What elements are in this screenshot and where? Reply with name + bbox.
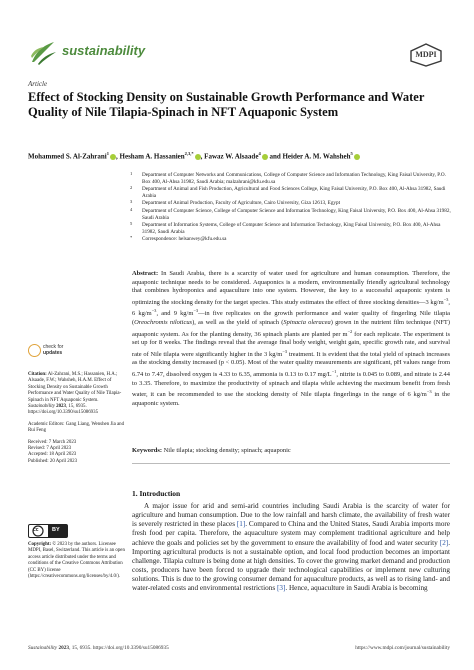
author-affiliation-sup: 4 (258, 151, 261, 156)
citation (28, 372, 126, 417)
abstract-text: , and 9 kg/m (156, 310, 194, 318)
species-name: Oreochromis niloticus (134, 319, 193, 327)
footer-journal: Sustainability (28, 645, 58, 651)
author-affiliation-sup: 2,3,* (184, 151, 194, 156)
superscript: −3 (193, 308, 199, 314)
footer-citation (28, 645, 169, 651)
journal-name[interactable]: sustainability (62, 43, 146, 58)
species-name: Spinacia oleracea (283, 319, 331, 327)
correspondence-text: Correspondence: helsanwey@kfu.edu.sa (142, 236, 227, 243)
reference-link[interactable]: [1] (236, 520, 246, 529)
abstract-text: , nitrite is 0.045 to 0.089, and nitrate is 2.44 to 3.35. Therefore, to maximize the productivity of spinach and tilapia while achieving the maximum benefit from fresh water, it can be recommended to use the stocking density of Nile tilapia fingerlings in the range of 6 kg/m (132, 371, 450, 399)
intro-text: . Hence, aquaculture in Saudi Arabia is becoming (285, 584, 428, 593)
author-list: Mohammed S. Al-Zahrani$^1$ , Hesham A. Hassanien$^{2,3,*}$ , Fawaz W. Alsaade$^4$ and Heider A. M. Wahsheh$^5$ (28, 149, 458, 161)
affiliation-item (130, 222, 455, 235)
affiliation-number: 3 (130, 199, 133, 205)
publisher-name: MDPI (415, 50, 437, 59)
abstract-label: Abstract: (132, 270, 159, 277)
copyright-notice (28, 542, 126, 580)
by-badge-label: BY (52, 527, 60, 533)
reference-link[interactable]: [3] (276, 584, 286, 593)
abstract-text: —in five replicates on the growth performance and water quality of fingerling Nile tilapia ( (132, 310, 450, 327)
abstract-text: In Saudi Arabia, there is a scarcity of water used for agriculture and human consumption. Therefore, the aquaponic technique needs to be considered. Aquaponics is a modern, environmentally friendly agricultural technology that combines hydroponics and aquaculture into one system. However, the key to a successful aquaponic system is optimizing the stocking density for the target species. This study estimates the effect of three stocking densities—3 kg/m (132, 270, 451, 306)
and-word: and (269, 152, 281, 161)
keywords (132, 447, 450, 456)
copyright-text: © 2023 by the authors. Licensee MDPI, Basel, Switzerland. This article is an open access article distributed under the terms and conditions of the Creative Commons Attribution (CC BY) license (https://creativecommons.org/licenses/by/4.0/). (28, 542, 125, 580)
affiliation-number: 5 (130, 221, 133, 227)
abstract-text: , 6 kg/m (132, 298, 450, 318)
correspondence-item (130, 236, 455, 243)
affiliation-text: Department of Information Systems, College of Computer Science and Information Technology, King Faisal University, P.O. Box 400, Al-Ahsa 31982, Saudi Arabia (142, 222, 441, 235)
abstract-text: ) grown in the nutrient film technique (NFT) aquaponic system. As for the planting density, 36 spinach plants are planted per m (132, 319, 450, 338)
author-affiliation-sup: 1 (106, 151, 110, 156)
footer-doi[interactable]: , 15, 6935. https://doi.org/10.3390/su15086935 (69, 645, 169, 651)
section-heading: 1. Introduction (132, 489, 181, 498)
affiliation-text: Department of Animal Production, Faculty of Agriculture, Cairo University, Giza 12613, Egypt (142, 200, 341, 207)
superscript: −3 (426, 389, 432, 395)
citation-journal: Sustainability (28, 404, 55, 410)
affiliation-number: 2 (130, 185, 133, 191)
author-name[interactable]: Fawaz W. Alsaade (204, 152, 259, 161)
intro-text: . Importing agricultural products is not a sustainable option, and local food production becomes an important challenge. Tilapia culture is being done at high densities. To cover the growing market demand and production costs, producers have been forced to upgrade their technological capabilities or implement new culturing solutions. This is due to the growing consumer demand for aquaculture products, as well as to rising land- and water-related costs and environmental restrictions (132, 538, 450, 593)
footer-url[interactable]: https://www.mdpi.com/journal/sustainability (355, 645, 450, 651)
footer-year: 2023 (58, 645, 70, 651)
check-for-updates[interactable] (43, 345, 63, 356)
superscript: −2 (347, 328, 353, 334)
journal-logo-icon (28, 38, 58, 66)
date-published: Published: 20 April 2023 (28, 458, 78, 464)
intro-text: . Compared to China and the United States, Saudi Arabia imports more fresh food per capita. Therefore, the aquaculture system may complement traditional agriculture and help achieve the goals and policies set by the government to ensure the availability of food and water security (132, 520, 450, 547)
abstract (132, 270, 450, 409)
author-affiliation-sup: 5 (350, 151, 353, 156)
article-info-sidebar (28, 372, 126, 465)
affiliation-number: 1 (130, 171, 133, 176)
superscript: −3 (282, 348, 288, 354)
citation-label: Citation: (28, 372, 47, 377)
divider (132, 463, 450, 464)
intro-text: A major issue for arid and semi-arid countries including Saudi Arabia is the scarcity of water for agriculture and human consumption. Due to the low rainfall and harsh climate, the availability of fresh water is severely restricted in these places (132, 502, 450, 529)
affiliation-number: * (130, 235, 133, 241)
cc-badge-label: cc (33, 527, 39, 533)
updates-line: check for (43, 344, 64, 350)
orcid-icon[interactable] (354, 154, 360, 160)
affiliation-number: 4 (130, 206, 133, 212)
author-name[interactable]: Hesham A. Hassanien (119, 152, 185, 161)
affiliation-item (130, 208, 455, 221)
orcid-icon[interactable] (110, 154, 116, 160)
article-type: Article (28, 80, 48, 88)
superscript: −1 (331, 369, 337, 375)
affiliation-text: Department of Animal and Fish Production, Agricultural and Food Sciences College, King Faisal University, P.O. Box 400, Al-Ahsa 31982, Saudi Arabia (142, 186, 446, 199)
check-for-updates-icon[interactable] (28, 344, 41, 357)
superscript: −3 (151, 308, 157, 314)
date-accepted: Accepted: 18 April 2023 (28, 452, 77, 458)
date-received: Received: 7 March 2023 (28, 439, 77, 445)
abstract-text: ), as well as the yield of spinach ( (192, 319, 284, 327)
abstract-text: for each replicate. The experiment is set up for 8 weeks. The findings reveal that the average final body weight, weight gain, specific growth rate, and survival rate of Nile tilapia were significantly higher in the 3 kg/m (132, 330, 450, 358)
citation-text: Al-Zahrani, M.S.; Hassanien, H.A.; Alsaade, F.W.; Wahsheh, H.A.M. Effect of Stocking Density on Sustainable Growth Performance and Water Quality of Nile Tilapia-Spinach in NFT Aquaponic System. (28, 372, 122, 403)
affiliation-item (130, 186, 455, 199)
date-revised: Revised: 7 April 2023 (28, 446, 72, 452)
citation-doi[interactable]: , 15, 6935. https://doi.org/10.3390/su15086935 (28, 404, 99, 416)
article-title: Effect of Stocking Density on Sustainable Growth Performance and Water Quality of Nile Tilapia-Spinach in NFT Aquaponic System (28, 90, 425, 119)
affiliation-text: Department of Computer Science, College of Computer Science and Information Technology, King Faisal University, P.O. Box 400, Al-Ahsa 31982, Saudi Arabia (142, 207, 451, 221)
copyright-label: Copyright: (28, 542, 52, 547)
affiliation-item (130, 200, 455, 207)
orcid-icon[interactable] (262, 154, 268, 160)
keywords-label: Keywords: (132, 447, 163, 454)
author-name[interactable]: Mohammed S. Al-Zahrani (28, 152, 107, 161)
abstract-text: in the aquaponic system. (132, 391, 451, 407)
academic-editors: Academic Editors: Gang Liang, Wenshen Jia and Rui Feng (28, 421, 125, 434)
affiliations (130, 172, 455, 244)
superscript: −3 (443, 296, 449, 302)
citation-year: 2023 (56, 404, 66, 410)
orcid-icon[interactable] (195, 154, 201, 160)
keywords-text: Nile tilapia; stocking density; spinach; aquaponic (163, 447, 291, 454)
affiliation-text: Department of Computer Networks and Communications, College of Computer Science and Information Technology, King Faisal University, P.O. Box 400, Al-Ahsa 31982, Saudi Arabia; malzahrani@kfu.edu.sa (142, 172, 446, 185)
reference-link[interactable]: [2] (439, 538, 449, 547)
author-name[interactable]: Heider A. M. Wahsheh (282, 152, 351, 161)
intro-paragraph (132, 502, 450, 594)
updates-line: updates (43, 349, 63, 356)
affiliation-item (130, 172, 455, 185)
abstract-text: treatment. It is evident that the total yield of spinach increases as the stocking density increased (p < 0.05). Most of the water quality measurements are significant, pH values range from 6.74 to 7.47, dissolved oxygen is 4.33 to 6.35, ammonia is 0.13 to 0.17 mg/L (132, 350, 450, 379)
